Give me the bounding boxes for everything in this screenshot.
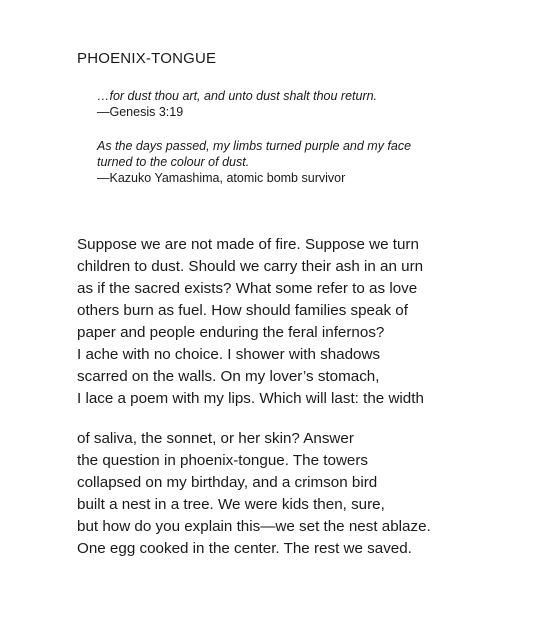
stanza-2 [77,428,527,560]
epigraph-line: …for dust thou art, and unto dust shalt thou return. [97,89,378,103]
poem-line: others burn as fuel. How should families speak of [77,302,408,319]
poem-line: Suppose we are not made of fire. Suppose we turn [77,236,419,253]
poem-line: One egg cooked in the center. The rest we saved. [77,540,412,557]
poem-line: I lace a poem with my lips. Which will last: the width [77,390,424,407]
poem-line: as if the sacred exists? What some refer to as love [77,280,418,297]
stanza-1 [77,234,527,410]
poem-line: scarred on the walls. On my lover’s stomach, [77,368,380,385]
epigraph-genesis [97,88,517,120]
poem-line: I ache with no choice. I shower with shadows [77,346,381,363]
epigraph-attribution: —Genesis 3:19 [97,105,184,119]
poem-line: but how do you explain this—we set the nest ablaze. [77,518,431,535]
epigraph-attribution: —Kazuko Yamashima, atomic bomb survivor [97,171,346,185]
epigraph-line: turned to the colour of dust. [97,155,250,169]
poem-line: built a nest in a tree. We were kids then, sure, [77,496,385,513]
poem-title: PHOENIX-TONGUE [77,50,217,67]
poem-line: the question in phoenix-tongue. The towers [77,452,369,469]
epigraph-line: As the days passed, my limbs turned purple and my face [97,139,412,153]
poem-line: collapsed on my birthday, and a crimson bird [77,474,378,491]
epigraph-yamashima [97,138,517,186]
epigraphs [97,88,517,186]
poem-line: paper and people enduring the feral infernos? [77,324,385,341]
poem-line: children to dust. Should we carry their ash in an urn [77,258,424,275]
poem-line: of saliva, the sonnet, or her skin? Answer [77,430,354,447]
